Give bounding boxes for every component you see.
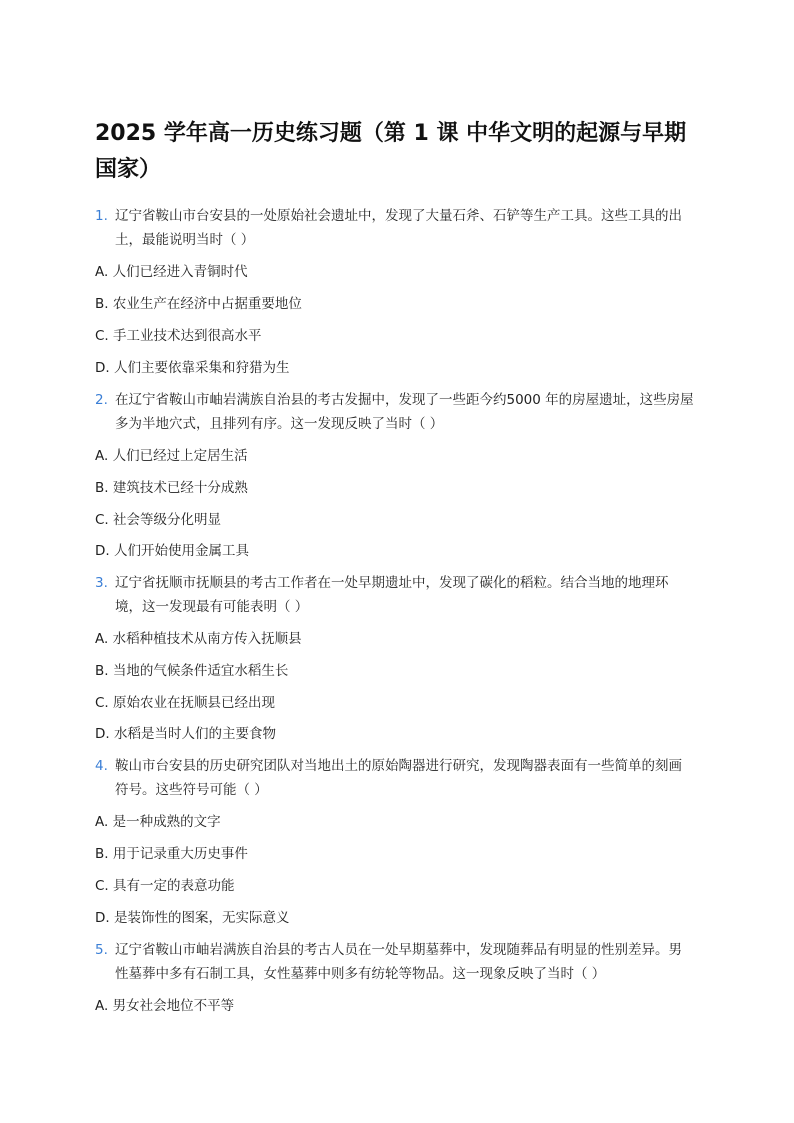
option-d: D. 人们开始使用金属工具 bbox=[95, 543, 249, 559]
question-1 bbox=[95, 204, 695, 252]
question-text: 辽宁省鞍山市台安县的一处原始社会遗址中，发现了大量石斧、石铲等生产工具。这些工具的出土，最能说明当时（ ） bbox=[115, 208, 682, 248]
question-text: 鞍山市台安县的历史研究团队对当地出土的原始陶器进行研究，发现陶器表面有一些简单的刻画符号。这些符号可能（ ） bbox=[115, 758, 682, 798]
option-a: A. 人们已经过上定居生活 bbox=[95, 448, 248, 464]
option-a: A. 是一种成熟的文字 bbox=[95, 814, 221, 830]
option-a: A. 水稻种植技术从南方传入抚顺县 bbox=[95, 631, 302, 647]
question-3 bbox=[95, 571, 695, 619]
option-c: C. 手工业技术达到很高水平 bbox=[95, 328, 262, 344]
question-4 bbox=[95, 754, 695, 802]
option-d: D. 人们主要依靠采集和狩猎为生 bbox=[95, 360, 290, 376]
question-text: 辽宁省抚顺市抚顺县的考古工作者在一处早期遗址中，发现了碳化的稻粒。结合当地的地理环境，这一发现最有可能表明（ ） bbox=[115, 575, 669, 615]
question-number: 2. bbox=[95, 392, 108, 408]
option-c: C. 原始农业在抚顺县已经出现 bbox=[95, 695, 276, 711]
option-d: D. 是装饰性的图案，无实际意义 bbox=[95, 910, 290, 926]
question-number: 4. bbox=[95, 758, 108, 774]
question-text: 辽宁省鞍山市岫岩满族自治县的考古人员在一处早期墓葬中，发现随葬品有明显的性别差异。男性墓葬中多有石制工具，女性墓葬中则多有纺轮等物品。这一现象反映了当时（ ） bbox=[115, 942, 682, 982]
option-b: B. 农业生产在经济中占据重要地位 bbox=[95, 296, 302, 312]
option-b: B. 用于记录重大历史事件 bbox=[95, 846, 248, 862]
option-c: C. 社会等级分化明显 bbox=[95, 512, 222, 528]
page-title: 2025 学年高一历史练习题（第 1 课 中华文明的起源与早期国家） bbox=[95, 121, 687, 182]
option-b: B. 建筑技术已经十分成熟 bbox=[95, 480, 248, 496]
question-text: 在辽宁省鞍山市岫岩满族自治县的考古发掘中，发现了一些距今约5000 年的房屋遗址，这些房屋多为半地穴式，且排列有序。这一发现反映了当时（ ） bbox=[115, 392, 694, 432]
option-a: A. 人们已经进入青铜时代 bbox=[95, 264, 248, 280]
option-b: B. 当地的气候条件适宜水稻生长 bbox=[95, 663, 289, 679]
question-number: 3. bbox=[95, 575, 108, 591]
question-number: 1. bbox=[95, 208, 108, 224]
question-number: 5. bbox=[95, 942, 108, 958]
option-c: C. 具有一定的表意功能 bbox=[95, 878, 235, 894]
question-2 bbox=[95, 388, 695, 436]
question-5 bbox=[95, 938, 695, 986]
option-a: A. 男女社会地位不平等 bbox=[95, 998, 235, 1014]
option-d: D. 水稻是当时人们的主要食物 bbox=[95, 726, 276, 742]
